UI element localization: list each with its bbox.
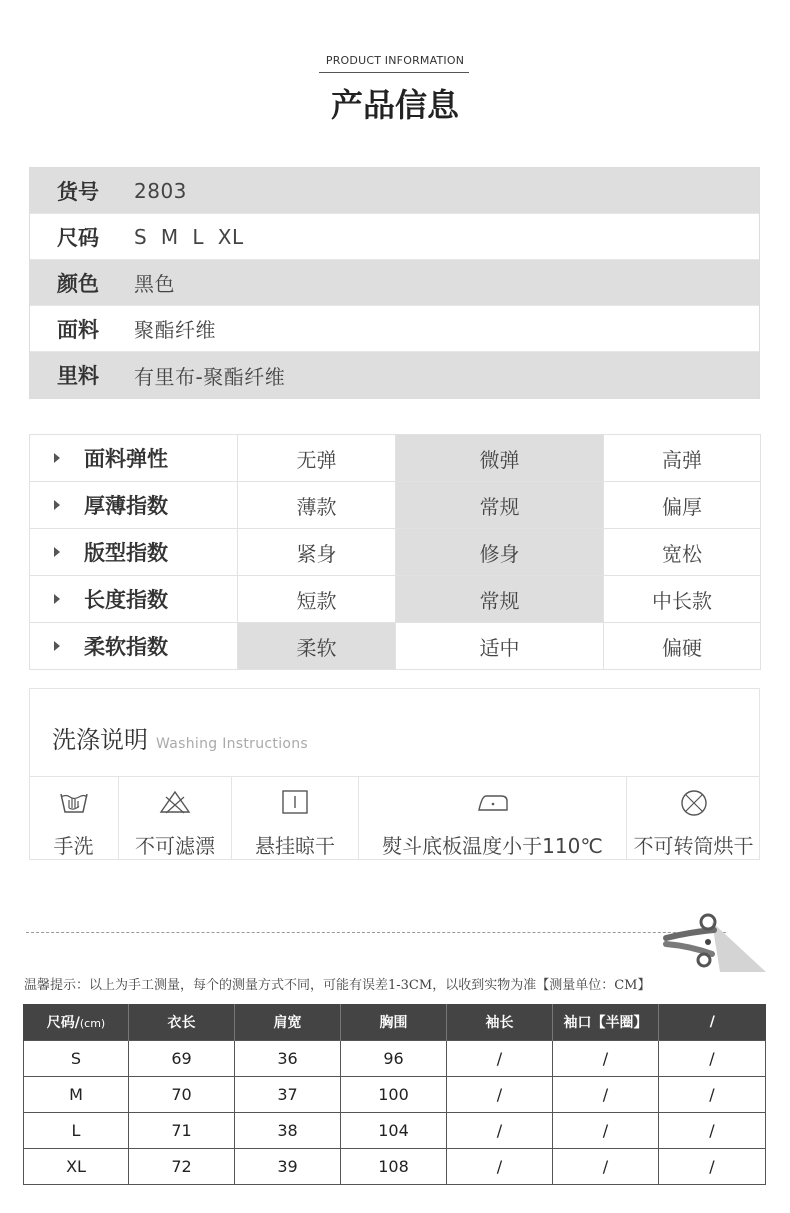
- info-row: [30, 260, 759, 306]
- triangle-bullet-icon: [54, 453, 60, 463]
- size-row: [24, 1113, 766, 1149]
- attribute-name: [30, 482, 238, 529]
- header-subtitle-en: PRODUCT INFORMATION: [325, 54, 465, 67]
- size-cell: /: [447, 1149, 553, 1185]
- attribute-name: [30, 529, 238, 576]
- info-value: S M L XL: [134, 224, 244, 249]
- size-cell: 39: [235, 1149, 341, 1185]
- size-cell: 69: [129, 1041, 235, 1077]
- size-cell: /: [447, 1113, 553, 1149]
- size-cell: 37: [235, 1077, 341, 1113]
- wash-label: 熨斗底板温度小于110℃: [382, 834, 603, 858]
- size-cell: /: [553, 1077, 659, 1113]
- size-unit: (cm): [79, 1017, 106, 1030]
- size-cell: 70: [129, 1077, 235, 1113]
- size-col-header: 袖长: [447, 1004, 553, 1041]
- wash-item: [232, 777, 359, 859]
- size-cell: /: [447, 1041, 553, 1077]
- measurement-notice: 温馨提示：以上为手工测量，每个的测量方式不同，可能有误差1-3CM，以收到实物为准【测量单位：CM】: [24, 978, 651, 993]
- hand-wash-icon: [29, 789, 118, 817]
- header-divider: [319, 72, 469, 73]
- info-key: 里料: [57, 364, 99, 388]
- info-row: [30, 214, 759, 260]
- size-cell: 38: [235, 1113, 341, 1149]
- size-cell: /: [553, 1149, 659, 1185]
- size-col-header: 肩宽: [235, 1004, 341, 1041]
- size-cell: 96: [341, 1041, 447, 1077]
- attribute-option: 常规: [396, 482, 604, 529]
- attribute-name-text: 长度指数: [84, 588, 168, 612]
- no-tumble-dry-icon: [627, 789, 760, 817]
- size-cell: /: [553, 1113, 659, 1149]
- triangle-bullet-icon: [54, 594, 60, 604]
- size-row: [24, 1041, 766, 1077]
- attribute-option: 紧身: [238, 529, 396, 576]
- wash-label: 悬挂晾干: [255, 834, 335, 858]
- size-col-header: 尺码/(cm): [24, 1004, 129, 1041]
- info-key: 尺码: [57, 225, 99, 250]
- cut-line: [26, 932, 726, 933]
- wash-item: [359, 777, 627, 859]
- info-value: 黑色: [134, 272, 175, 296]
- wash-item: [119, 777, 232, 859]
- size-col-header: /: [659, 1004, 766, 1041]
- attribute-option: 常规: [396, 576, 604, 623]
- info-value: 聚酯纤维: [134, 318, 216, 342]
- info-value: 2803: [134, 178, 187, 203]
- attribute-name-text: 面料弹性: [84, 447, 168, 471]
- attribute-name: [30, 623, 238, 670]
- attribute-row: [30, 623, 761, 670]
- triangle-bullet-icon: [54, 641, 60, 651]
- size-cell: M: [24, 1077, 129, 1113]
- iron-icon: [359, 789, 626, 817]
- washing-grid: [29, 777, 760, 859]
- attribute-option: 高弹: [604, 435, 761, 482]
- washing-title: [52, 720, 308, 755]
- size-cell: 36: [235, 1041, 341, 1077]
- attribute-option: 无弹: [238, 435, 396, 482]
- size-table: [23, 1004, 766, 1185]
- attribute-option: 中长款: [604, 576, 761, 623]
- size-cell: 104: [341, 1113, 447, 1149]
- info-key: 颜色: [57, 271, 99, 296]
- attribute-option: 偏硬: [604, 623, 761, 670]
- no-bleach-icon: [119, 789, 231, 817]
- size-col-header: 袖口【半圈】: [553, 1004, 659, 1041]
- attribute-name: [30, 576, 238, 623]
- hang-dry-icon: [232, 789, 358, 817]
- size-cell: /: [659, 1113, 766, 1149]
- size-col-header: 胸围: [341, 1004, 447, 1041]
- info-key: 面料: [57, 317, 99, 342]
- attribute-option: 微弹: [396, 435, 604, 482]
- attribute-option: 修身: [396, 529, 604, 576]
- washing-title-cn: 洗涤说明: [52, 726, 148, 754]
- size-cell: /: [553, 1041, 659, 1077]
- wash-item: [627, 777, 760, 859]
- wash-label: 不可转筒烘干: [633, 834, 754, 858]
- attribute-row: [30, 576, 761, 623]
- attribute-option: 短款: [238, 576, 396, 623]
- size-cell: /: [659, 1077, 766, 1113]
- wash-label: 手洗: [53, 834, 94, 858]
- attribute-row: [30, 482, 761, 529]
- size-cell: S: [24, 1041, 129, 1077]
- page-title: 产品信息: [330, 86, 459, 124]
- attribute-option: 薄款: [238, 482, 396, 529]
- triangle-bullet-icon: [54, 500, 60, 510]
- product-info-table: [29, 167, 760, 399]
- size-table-header: [24, 1004, 766, 1041]
- info-value: 有里布-聚酯纤维: [134, 364, 286, 389]
- attribute-option: 柔软: [238, 623, 396, 670]
- attribute-name: [30, 435, 238, 482]
- attribute-name-text: 版型指数: [84, 541, 168, 565]
- attribute-row: [30, 529, 761, 576]
- size-cell: XL: [24, 1149, 129, 1185]
- size-cell: 100: [341, 1077, 447, 1113]
- size-cell: /: [659, 1149, 766, 1185]
- attribute-name-text: 厚薄指数: [84, 494, 168, 518]
- size-cell: 71: [129, 1113, 235, 1149]
- wash-label: 不可滤漂: [135, 834, 215, 858]
- info-row: [30, 306, 759, 352]
- wash-item: [29, 777, 119, 859]
- attribute-table: [29, 434, 761, 670]
- size-cell: 72: [129, 1149, 235, 1185]
- size-row: [24, 1149, 766, 1185]
- size-cell: /: [447, 1077, 553, 1113]
- attribute-option: 宽松: [604, 529, 761, 576]
- washing-subtitle: Washing Instructions: [156, 736, 309, 752]
- size-cell: L: [24, 1113, 129, 1149]
- attribute-row: [30, 435, 761, 482]
- size-col-header: 衣长: [129, 1004, 235, 1041]
- attribute-option: 适中: [396, 623, 604, 670]
- size-cell: 108: [341, 1149, 447, 1185]
- scissors-icon: [660, 908, 770, 980]
- size-cell: /: [659, 1041, 766, 1077]
- attribute-name-text: 柔软指数: [84, 635, 168, 659]
- info-row: [30, 352, 759, 398]
- size-row: [24, 1077, 766, 1113]
- triangle-bullet-icon: [54, 547, 60, 557]
- attribute-option: 偏厚: [604, 482, 761, 529]
- info-row: [30, 168, 759, 214]
- info-key: 货号: [57, 179, 99, 204]
